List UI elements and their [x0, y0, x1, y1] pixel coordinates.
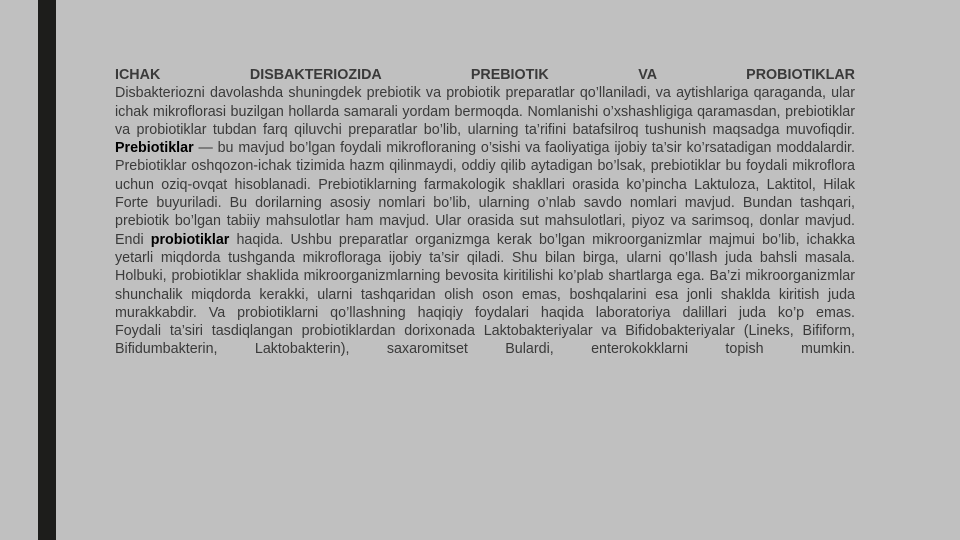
left-accent-bar	[38, 0, 56, 540]
paragraph-pharmacy-text: Foydali ta’siri tasdiqlangan probiotiklardan dorixonada Laktobakteriyalar va Bifidobakteriyalar (Lineks, Bifiform, Bifidumbakterin, Laktobakterin), saxaromitset Bulardi, enterokokklarni topish mumkin.	[115, 323, 855, 358]
paragraph-conditions-text: Holbuki, probiotiklar shaklida mikroorganizmlarning bevosita kiritilishi ko’plab shartlarga ega. Ba’zi mikroorganizmlar shunchalik miqdorda kerakki, ularni tashqaridan olish oson emas, boshqalarini esa jonli shaklda kiritish juda murakkabdir. Va probiotiklarni qo’llashning haqiqiy foydalari haqida laboratoriya dalillari juda ko’p emas.	[115, 268, 855, 321]
paragraph-probiotics-prefix: Endi	[115, 231, 151, 248]
probiotics-keyword: probiotiklar	[150, 231, 230, 248]
slide-title-paragraph	[115, 66, 855, 84]
slide-text-box	[115, 66, 855, 359]
paragraph-intro-text: Disbakteriozni davolashda shuningdek prebiotik va probiotik preparatlar qo’llaniladi, va aytishlariga qaraganda, ular ichak mikroflorasi buzilgan hollarda samarali yordam bermoqda. Nomlanishi o’xshashligiga qaramasdan, prebiotiklar va probiotiklar tubdan farq qiluvchi preparatlar bo’lib, ularning ta’rifini batafsilroq tushunish maqsadga muvofiqdir.	[115, 85, 855, 138]
paragraph-pharmacy	[115, 322, 855, 359]
paragraph-intro	[115, 84, 855, 139]
paragraph-prebiotics-text: — bu mavjud bo’lgan foydali mikrofloraning o’sishi va faoliyatiga ijobiy ta’sir ko’rsatadigan moddalardir. Prebiotiklar oshqozon-ichak tizimida hazm qilinmaydi, oddiy qilib aytadigan bo’lsak, prebiotiklar bu foydali mikroflora uchun oziq-ovqat hisoblanadi. Prebiotiklarning farmakologik shakllari orasida ko’pincha Laktuloza, Laktitol, Hilak Forte buyuriladi. Bu dorilarning asosiy nomlari bo’lib, ularning o’nlab savdo nomlari mavjud. Bundan tashqari, prebiotik bo’lgan tabiiy mahsulotlar ham mavjud. Ular orasida sut mahsulotlari, piyoz va sarimsoq, donlar mavjud.	[115, 140, 855, 230]
prebiotics-keyword: Prebiotiklar	[115, 140, 194, 157]
paragraph-probiotics	[115, 231, 855, 268]
slide-title: ICHAK DISBAKTERIOZIDA PREBIOTIK VA PROBIOTIKLAR	[115, 67, 855, 83]
paragraph-conditions	[115, 267, 855, 322]
paragraph-probiotics-text: haqida. Ushbu preparatlar organizmga kerak bo’lgan mikroorganizmlar majmui bo’lib, ichakka yetarli miqdorda tushganda mikrofloraga ijobiy ta’sir qiladi. Shu bilan birga, ularni qo’llash juda bahsli masala.	[115, 231, 855, 266]
paragraph-prebiotics	[115, 139, 855, 230]
